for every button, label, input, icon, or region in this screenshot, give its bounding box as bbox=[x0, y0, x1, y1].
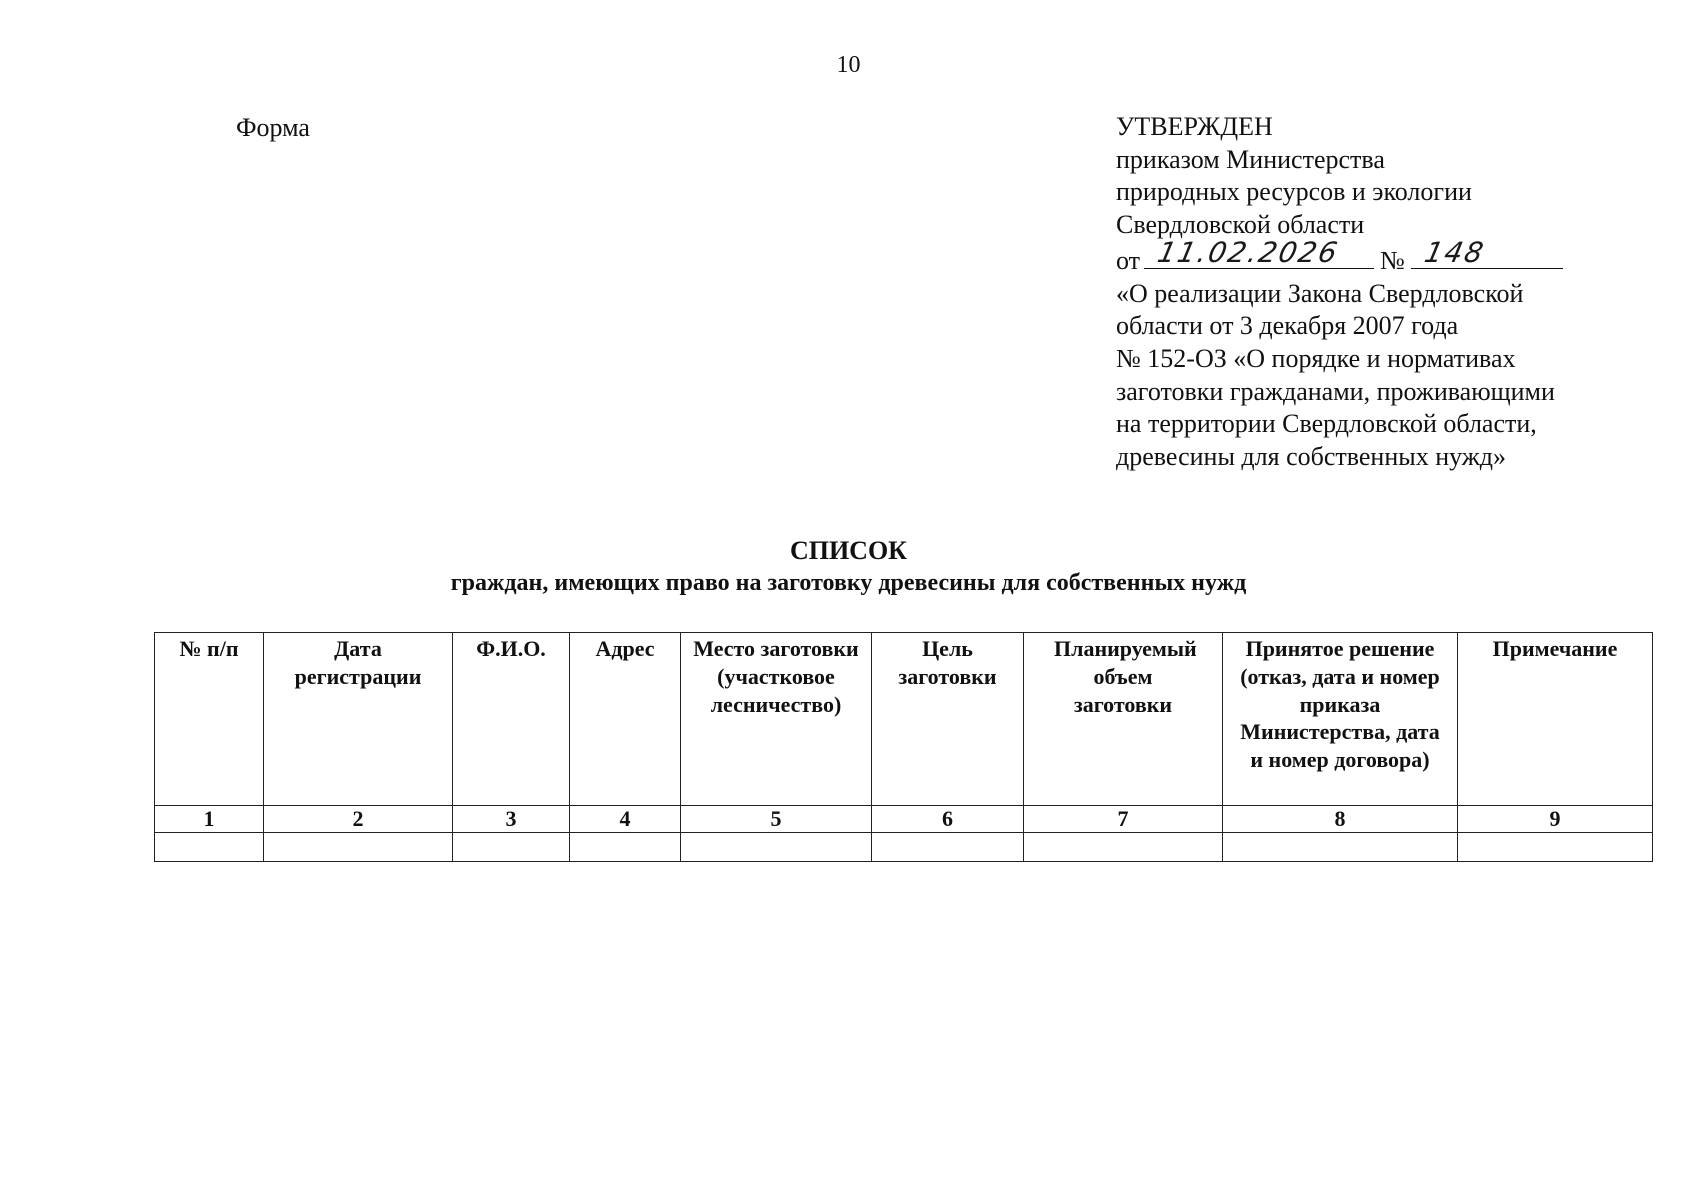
column-number-cell: 1 bbox=[155, 806, 264, 833]
approval-quote-line: «О реализации Закона Свердловской bbox=[1116, 278, 1524, 308]
header-cell-note: Примечание bbox=[1458, 633, 1653, 806]
empty-cell bbox=[681, 833, 872, 862]
header-cell-full-name: Ф.И.О. bbox=[453, 633, 570, 806]
table-header-row bbox=[155, 633, 1653, 806]
number-blank bbox=[1411, 235, 1563, 269]
header-cell-harvest-purpose: Цель заготовки bbox=[872, 633, 1024, 806]
form-label: Форма bbox=[236, 113, 310, 142]
empty-cell bbox=[570, 833, 681, 862]
column-number-cell: 7 bbox=[1024, 806, 1223, 833]
empty-cell bbox=[264, 833, 453, 862]
empty-cell bbox=[1223, 833, 1458, 862]
approval-date-number-row bbox=[1116, 235, 1563, 278]
approval-block bbox=[1116, 111, 1563, 474]
header-cell-harvest-place: Место заготовки (участковое лесничество) bbox=[681, 633, 872, 806]
empty-cell bbox=[872, 833, 1024, 862]
column-number-cell: 3 bbox=[453, 806, 570, 833]
column-number-cell: 6 bbox=[872, 806, 1024, 833]
column-number-cell: 4 bbox=[570, 806, 681, 833]
approval-heading: УТВЕРЖДЕН bbox=[1116, 112, 1273, 141]
column-number-cell: 9 bbox=[1458, 806, 1653, 833]
column-number-cell: 8 bbox=[1223, 806, 1458, 833]
table-row-empty bbox=[155, 833, 1653, 862]
approval-line: приказом Министерства bbox=[1116, 144, 1385, 174]
header-cell-planned-volume: Планируемый объем заготовки bbox=[1024, 633, 1223, 806]
empty-cell bbox=[1024, 833, 1223, 862]
citizens-list-table bbox=[154, 632, 1653, 862]
number-prefix: № bbox=[1380, 245, 1405, 275]
date-prefix: от bbox=[1116, 245, 1141, 275]
empty-cell bbox=[1458, 833, 1653, 862]
page-number: 10 bbox=[836, 52, 861, 78]
empty-cell bbox=[155, 833, 264, 862]
approval-quote-line: области от 3 декабря 2007 года bbox=[1116, 311, 1459, 341]
date-blank bbox=[1144, 235, 1374, 269]
column-number-cell: 5 bbox=[681, 806, 872, 833]
document-subtitle: граждан, имеющих право на заготовку древесины для собственных нужд bbox=[450, 570, 1247, 596]
handwritten-number: 148 bbox=[1421, 235, 1488, 269]
handwritten-date: 11.02.2026 bbox=[1154, 235, 1342, 269]
header-cell-registration-date: Дата регистрации bbox=[264, 633, 453, 806]
approval-quote-line: № 152-ОЗ «О порядке и нормативах bbox=[1116, 343, 1516, 373]
header-cell-number: № п/п bbox=[155, 633, 264, 806]
header-cell-address: Адрес bbox=[570, 633, 681, 806]
table-row-column-numbers bbox=[155, 806, 1653, 833]
header-cell-decision: Принятое решение (отказ, дата и номер приказа Министерства, дата и номер договора) bbox=[1223, 633, 1458, 806]
empty-cell bbox=[453, 833, 570, 862]
column-number-cell: 2 bbox=[264, 806, 453, 833]
approval-quote-line: древесины для собственных нужд» bbox=[1116, 442, 1506, 472]
approval-line: Свердловской области bbox=[1116, 210, 1365, 240]
approval-line: природных ресурсов и экологии bbox=[1116, 177, 1472, 207]
approval-quote-line: заготовки гражданами, проживающими bbox=[1116, 376, 1555, 406]
document-title: СПИСОК bbox=[789, 536, 908, 565]
approval-quote-line: на территории Свердловской области, bbox=[1116, 409, 1537, 439]
